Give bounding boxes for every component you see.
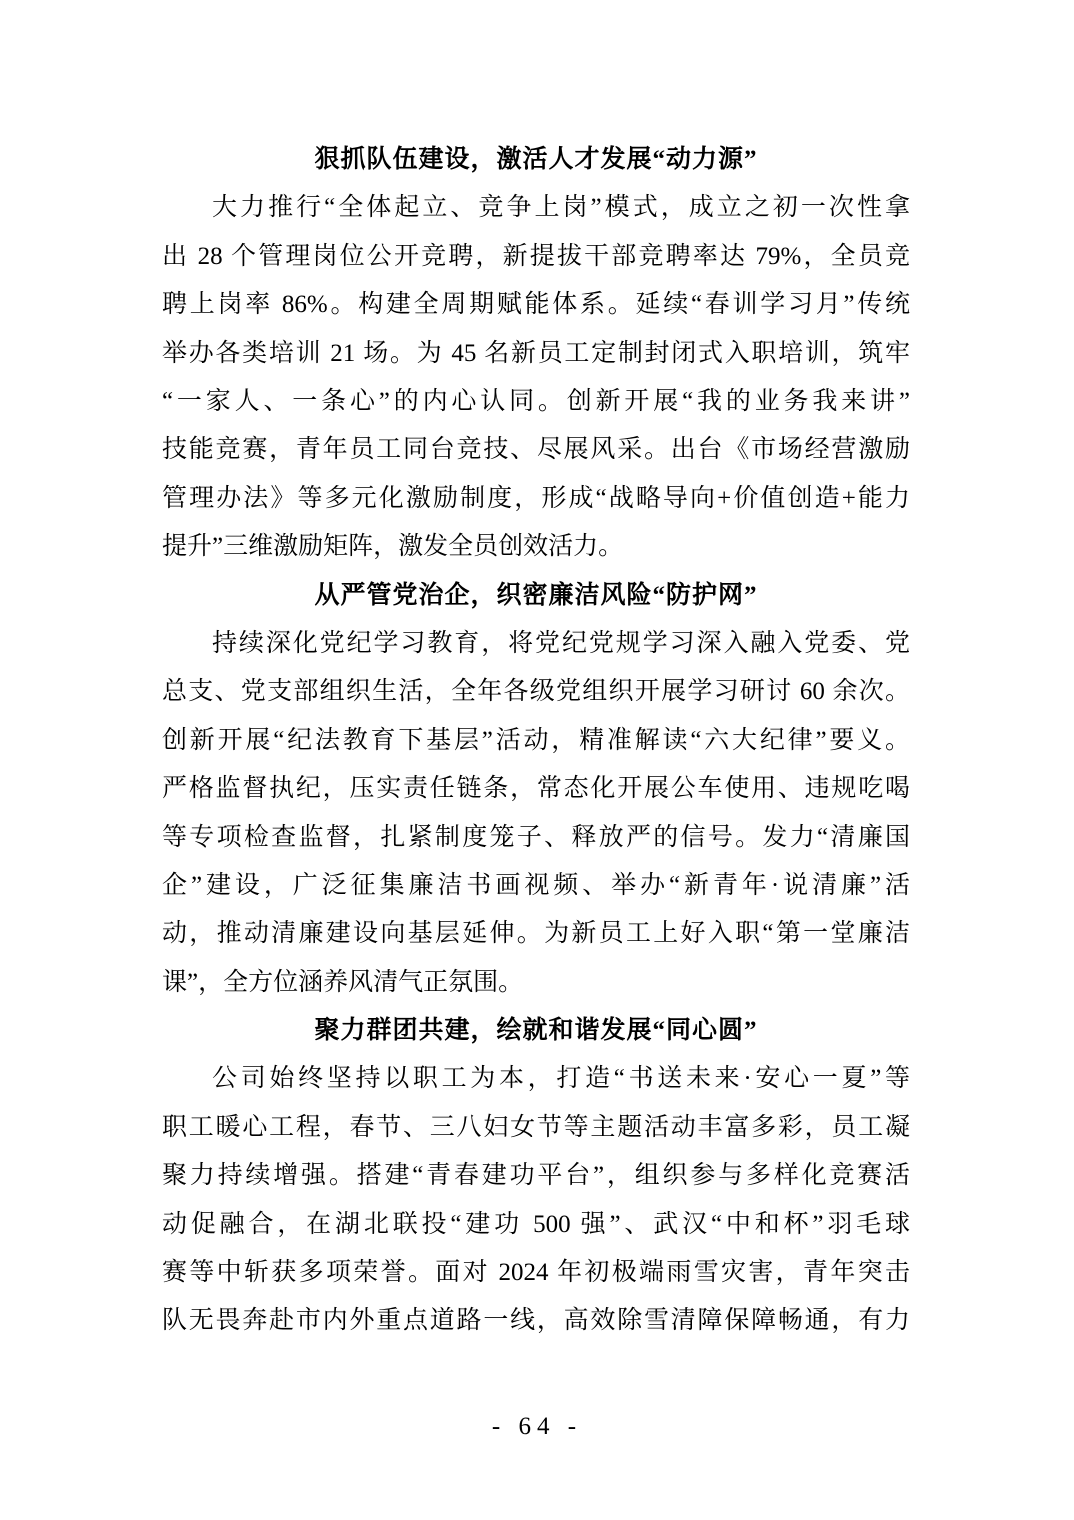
text-line: 管理办法》等多元化激励制度，形成“战略导向+价值创造+能力	[162, 484, 910, 512]
text-line: “一家人、一条心”的内心认同。创新开展“我的业务我来讲”	[162, 387, 910, 415]
section-heading: 从严管党治企，织密廉洁风险“防护网”	[314, 581, 758, 609]
text-line: 技能竞赛，青年员工同台竞技、尽展风采。出台《市场经营激励	[162, 436, 910, 464]
page-number: - 64 -	[491, 1413, 583, 1440]
text-line: 持续深化党纪学习教育，将党纪党规学习深入融入党委、党	[212, 629, 910, 657]
text-line: 聚力持续增强。搭建“青春建功平台”，组织参与多样化竞赛活	[162, 1162, 910, 1190]
text-line: 职工暖心工程，春节、三八妇女节等主题活动丰富多彩，员工凝	[162, 1113, 910, 1141]
text-line: 严格监督执纪，压实责任链条，常态化开展公车使用、违规吃喝	[162, 775, 910, 803]
text-line: 创新开展“纪法教育下基层”活动，精准解读“六大纪律”要义。	[162, 726, 910, 754]
text-line: 动促融合，在湖北联投“建功 500 强”、武汉“中和杯”羽毛球	[162, 1210, 910, 1238]
text-line: 出 28 个管理岗位公开竞聘，新提拔干部竞聘率达 79%，全员竞	[162, 242, 910, 270]
text-line: 总支、党支部组织生活，全年各级党组织开展学习研讨 60 余次。	[162, 678, 910, 706]
text-line: 提升”三维激励矩阵，激发全员创效活力。	[162, 533, 624, 561]
text-line: 动，推动清廉建设向基层延伸。为新员工上好入职“第一堂廉洁	[162, 920, 910, 948]
section-heading: 狠抓队伍建设，激活人才发展“动力源”	[314, 146, 758, 173]
text-line: 企”建设，广泛征集廉洁书画视频、举办“新青年·说清廉”活	[162, 871, 910, 899]
text-line: 公司始终坚持以职工为本，打造“书送未来·安心一夏”等	[212, 1065, 910, 1093]
text-line: 赛等中斩获多项荣誉。面对 2024 年初极端雨雪灾害，青年突击	[162, 1259, 910, 1287]
document-body	[162, 136, 910, 1346]
text-line: 举办各类培训 21 场。为 45 名新员工定制封闭式入职培训，筑牢	[162, 339, 910, 367]
text-line: 等专项检查监督，扎紧制度笼子、释放严的信号。发力“清廉国	[162, 823, 910, 851]
text-line: 队无畏奔赴市内外重点道路一线，高效除雪清障保障畅通，有力	[162, 1307, 910, 1335]
section-heading: 聚力群团共建，绘就和谐发展“同心圆”	[314, 1017, 758, 1045]
text-line: 大力推行“全体起立、竞争上岗”模式，成立之初一次性拿	[212, 194, 910, 222]
text-line: 聘上岗率 86%。构建全周期赋能体系。延续“春训学习月”传统	[162, 291, 910, 319]
text-line: 课”，全方位涵养风清气正氛围。	[162, 968, 524, 996]
